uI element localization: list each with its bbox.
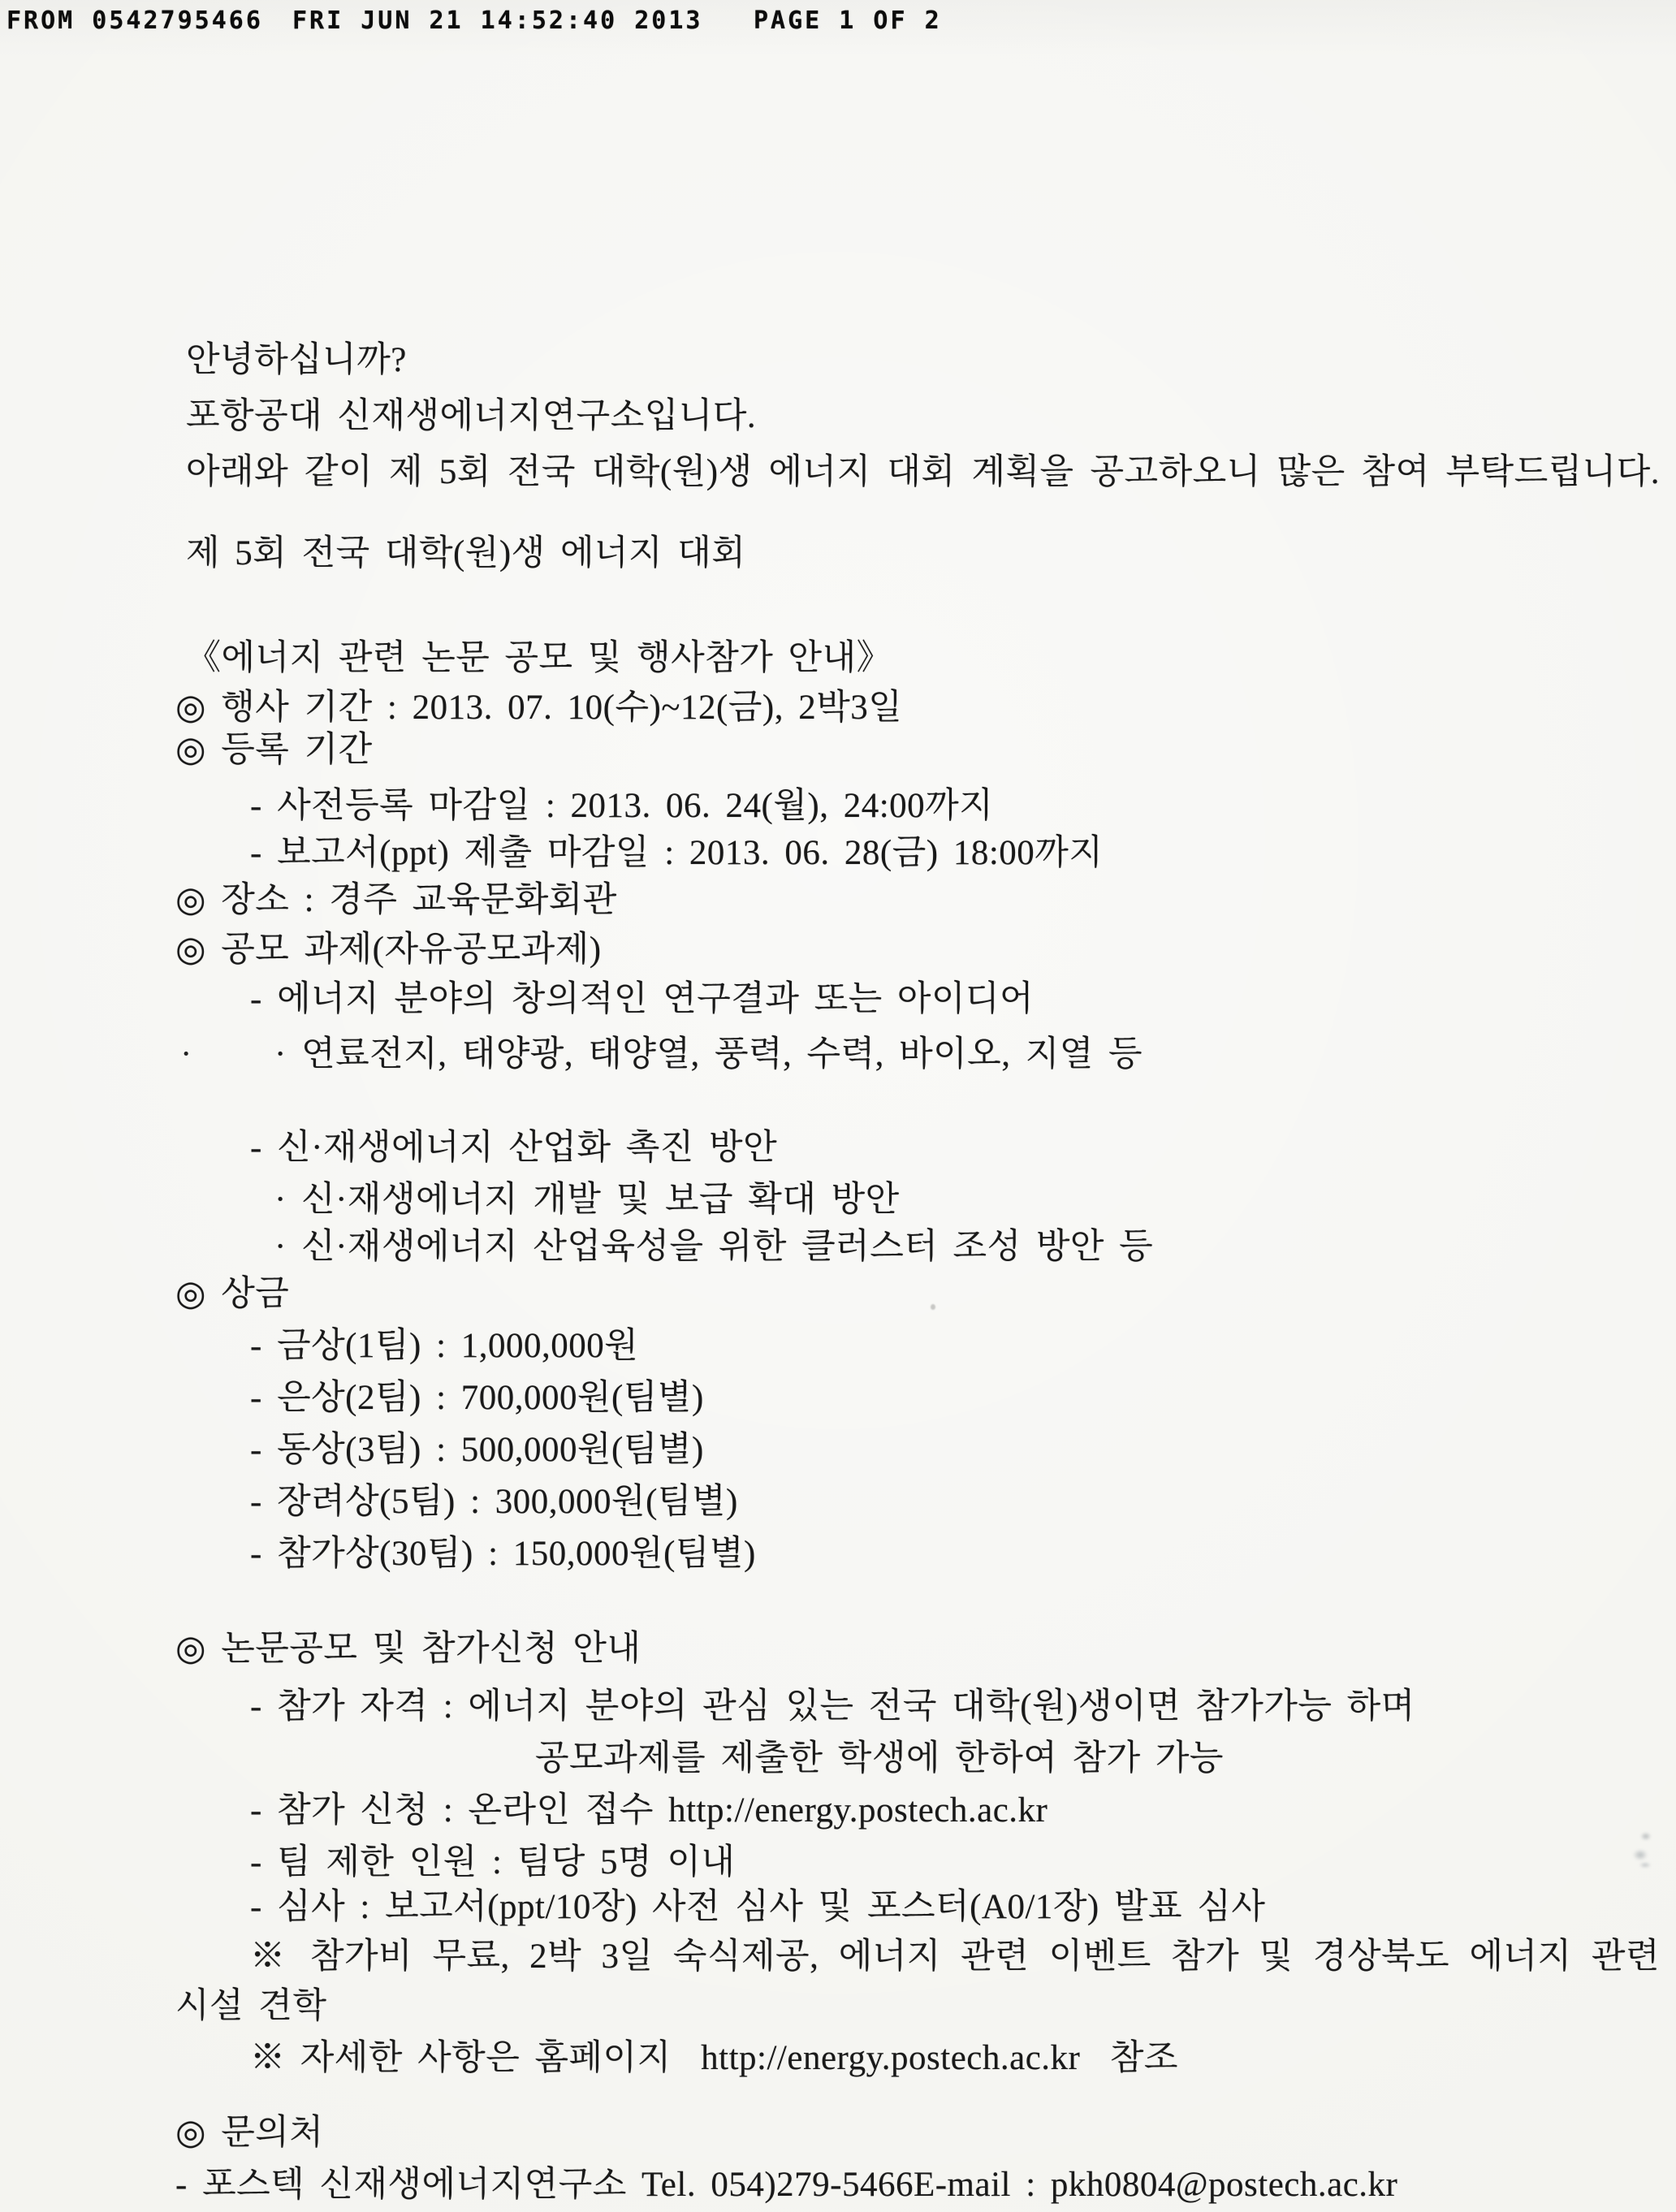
line-prize-participation: - 참가상(30팀) : 150,000원(팀별) bbox=[250, 1535, 756, 1573]
line-topic-creative-research: - 에너지 분야의 창의적인 연구결과 또는 아이디어 bbox=[250, 980, 1035, 1018]
line-venue: ◎ 장소 : 경주 교육문화회관 bbox=[175, 881, 617, 919]
line-event-period: ◎ 행사 기간 : 2013. 07. 10(수)~12(금), 2박3일 bbox=[175, 689, 903, 727]
line-prize-encouragement: - 장려상(5팀) : 300,000원(팀별) bbox=[250, 1483, 738, 1521]
greeting-line-2: 포항공대 신재생에너지연구소입니다. bbox=[186, 397, 757, 435]
line-report-deadline: - 보고서(ppt) 제출 마감일 : 2013. 06. 28(금) 18:00까지 bbox=[250, 834, 1104, 872]
event-title: 제 5회 전국 대학(원)생 에너지 대회 bbox=[186, 534, 746, 572]
line-prize-silver: - 은상(2팀) : 700,000원(팀별) bbox=[250, 1379, 704, 1417]
scan-speck-artifact bbox=[931, 1304, 935, 1310]
fax-datetime: FRI JUN 21 14:52:40 2013 bbox=[292, 6, 703, 35]
line-contest-topics-heading: ◎ 공모 과제(자유공모과제) bbox=[175, 931, 602, 969]
line-application-method: - 참가 신청 : 온라인 접수 http://energy.postech.ac.kr bbox=[250, 1791, 1048, 1830]
greeting-line-1: 안녕하십니까? bbox=[186, 341, 407, 379]
scan-smudge-artifact bbox=[1626, 1829, 1658, 1871]
line-eligibility-continued: 공모과제를 제출한 학생에 한하여 참가 가능 bbox=[535, 1739, 1224, 1778]
contact-heading: ◎ 문의처 bbox=[175, 2114, 324, 2152]
fax-page-indicator: PAGE 1 OF 2 bbox=[754, 6, 942, 35]
line-prizes-heading: ◎ 상금 bbox=[175, 1275, 290, 1313]
contact-info: - 포스텍 신재생에너지연구소 Tel. 054)279-5466E-mail : pkh0804@postech.ac.kr bbox=[175, 2166, 1398, 2204]
line-judging: - 심사 : 보고서(ppt/10장) 사전 심사 및 포스터(A0/1장) 발표 심사 bbox=[250, 1888, 1266, 1926]
stray-ink-dot: · bbox=[180, 1035, 192, 1074]
line-topic-energy-fields: · 연료전지, 태양광, 태양열, 풍력, 수력, 바이오, 지열 등 bbox=[274, 1035, 1143, 1074]
line-prize-bronze: - 동상(3팀) : 500,000원(팀별) bbox=[250, 1431, 704, 1469]
greeting-line-3: 아래와 같이 제 5회 전국 대학(원)생 에너지 대회 계획을 공고하오니 많은 참여 부탁드립니다. bbox=[186, 453, 1660, 491]
line-website-note: ※ 자세한 사항은 홈페이지 http://energy.postech.ac.kr 참조 bbox=[250, 2039, 1178, 2077]
letter-body bbox=[175, 0, 1660, 2210]
fax-sender-number: FROM 0542795466 bbox=[6, 6, 263, 35]
line-application-heading: ◎ 논문공모 및 참가신청 안내 bbox=[175, 1630, 641, 1668]
line-preregistration-deadline: - 사전등록 마감일 : 2013. 06. 24(월), 24:00까지 bbox=[250, 787, 994, 825]
line-topic-industrialization: - 신·재생에너지 산업화 촉진 방안 bbox=[250, 1129, 778, 1167]
line-eligibility: - 참가 자격 : 에너지 분야의 관심 있는 전국 대학(원)생이면 참가가능 하며 bbox=[250, 1687, 1415, 1726]
line-benefits-continued: 시설 견학 bbox=[175, 1987, 327, 2025]
line-team-limit: - 팀 제한 인원 : 팀당 5명 이내 bbox=[250, 1843, 736, 1881]
line-registration-period: ◎ 등록 기간 bbox=[175, 731, 373, 769]
line-topic-cluster-plan: · 신·재생에너지 산업육성을 위한 클러스터 조성 방안 등 bbox=[274, 1228, 1154, 1266]
line-topic-development-expansion: · 신·재생에너지 개발 및 보급 확대 방안 bbox=[274, 1181, 900, 1219]
notice-heading: 《에너지 관련 논문 공모 및 행사참가 안내》 bbox=[186, 639, 892, 677]
line-prize-gold: - 금상(1팀) : 1,000,000원 bbox=[250, 1327, 639, 1365]
line-benefits: ※ 참가비 무료, 2박 3일 숙식제공, 에너지 관련 이벤트 참가 및 경상북도 에너지 관련 bbox=[250, 1938, 1660, 1976]
